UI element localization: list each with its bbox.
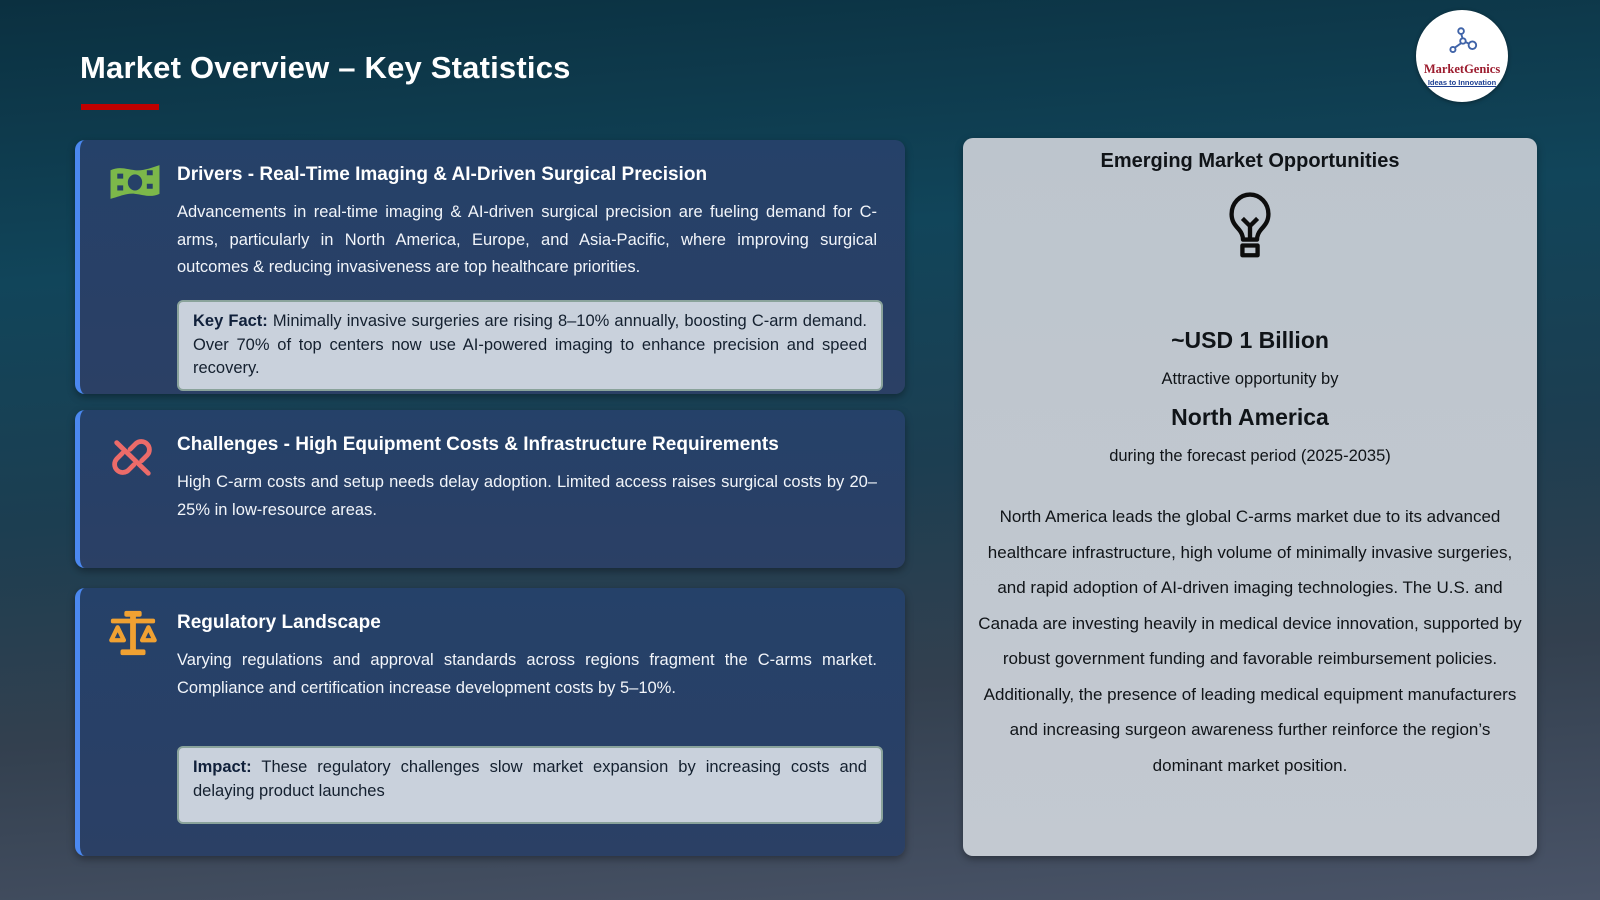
regulatory-card <box>75 588 905 856</box>
opportunity-subtitle: Attractive opportunity by <box>1161 370 1339 388</box>
regulatory-card-body: Varying regulations and approval standards across regions fragment the C-arms market. Compliance and certification increase development costs by 5–10%. <box>177 651 877 697</box>
impact-label: Impact: <box>193 758 252 776</box>
logo-brand-text: MarketGenics <box>1423 61 1501 76</box>
regulatory-card-title: Regulatory Landscape <box>177 612 381 633</box>
opportunity-period: during the forecast period (2025-2035) <box>1109 447 1391 465</box>
lightbulb-icon <box>963 191 1537 261</box>
molecule-icon <box>1445 26 1479 61</box>
challenges-card <box>75 410 905 568</box>
page-title: Market Overview – Key Statistics <box>80 50 571 85</box>
logo-tagline-text: Ideas to Innovation <box>1427 77 1497 87</box>
key-fact-box <box>177 300 883 391</box>
company-logo <box>1416 10 1508 102</box>
title-accent-bar <box>81 104 159 110</box>
challenges-card-title: Challenges - High Equipment Costs & Infrastructure Requirements <box>177 434 779 455</box>
opportunity-description: North America leads the global C-arms market due to its advanced healthcare infrastructure, high volume of minimally invasive surgeries, and rapid adoption of AI-driven imaging technologies. The U.S. and Canada are investing heavily in medical device innovation, supported by robust government funding and favorable reimbursement policies. Additionally, the presence of leading medical equipment manufacturers and increasing surgeon awareness further reinforce the region’s dominant market position. <box>978 507 1522 775</box>
broken-link-icon <box>108 434 156 485</box>
money-bill-icon <box>108 162 162 207</box>
drivers-card <box>75 140 905 394</box>
emerging-opportunities-panel <box>963 138 1537 856</box>
panel-title: Emerging Market Opportunities <box>1100 150 1400 172</box>
challenges-card-body: High C-arm costs and setup needs delay adoption. Limited access raises surgical costs by 20–25% in low-resource areas. <box>177 473 877 519</box>
balance-scale-icon <box>108 608 158 665</box>
impact-box <box>177 746 883 824</box>
opportunity-region: North America <box>1171 404 1329 430</box>
opportunity-value: ~USD 1 Billion <box>1171 327 1329 353</box>
drivers-card-body: Advancements in real-time imaging & AI-driven surgical precision are fueling demand for C-arms, particularly in North America, Europe, and Asia-Pacific, where improving surgical outcomes & reducing invasiveness are top healthcare priorities. <box>177 203 877 276</box>
key-fact-text: Minimally invasive surgeries are rising 8–10% annually, boosting C-arm demand. Over 70% of top centers now use AI-powered imaging to enhance precision and speed recovery. <box>193 312 867 377</box>
impact-text: These regulatory challenges slow market expansion by increasing costs and delaying product launches <box>193 758 867 800</box>
drivers-card-title: Drivers - Real-Time Imaging & AI-Driven Surgical Precision <box>177 164 708 185</box>
key-fact-label: Key Fact: <box>193 312 268 330</box>
